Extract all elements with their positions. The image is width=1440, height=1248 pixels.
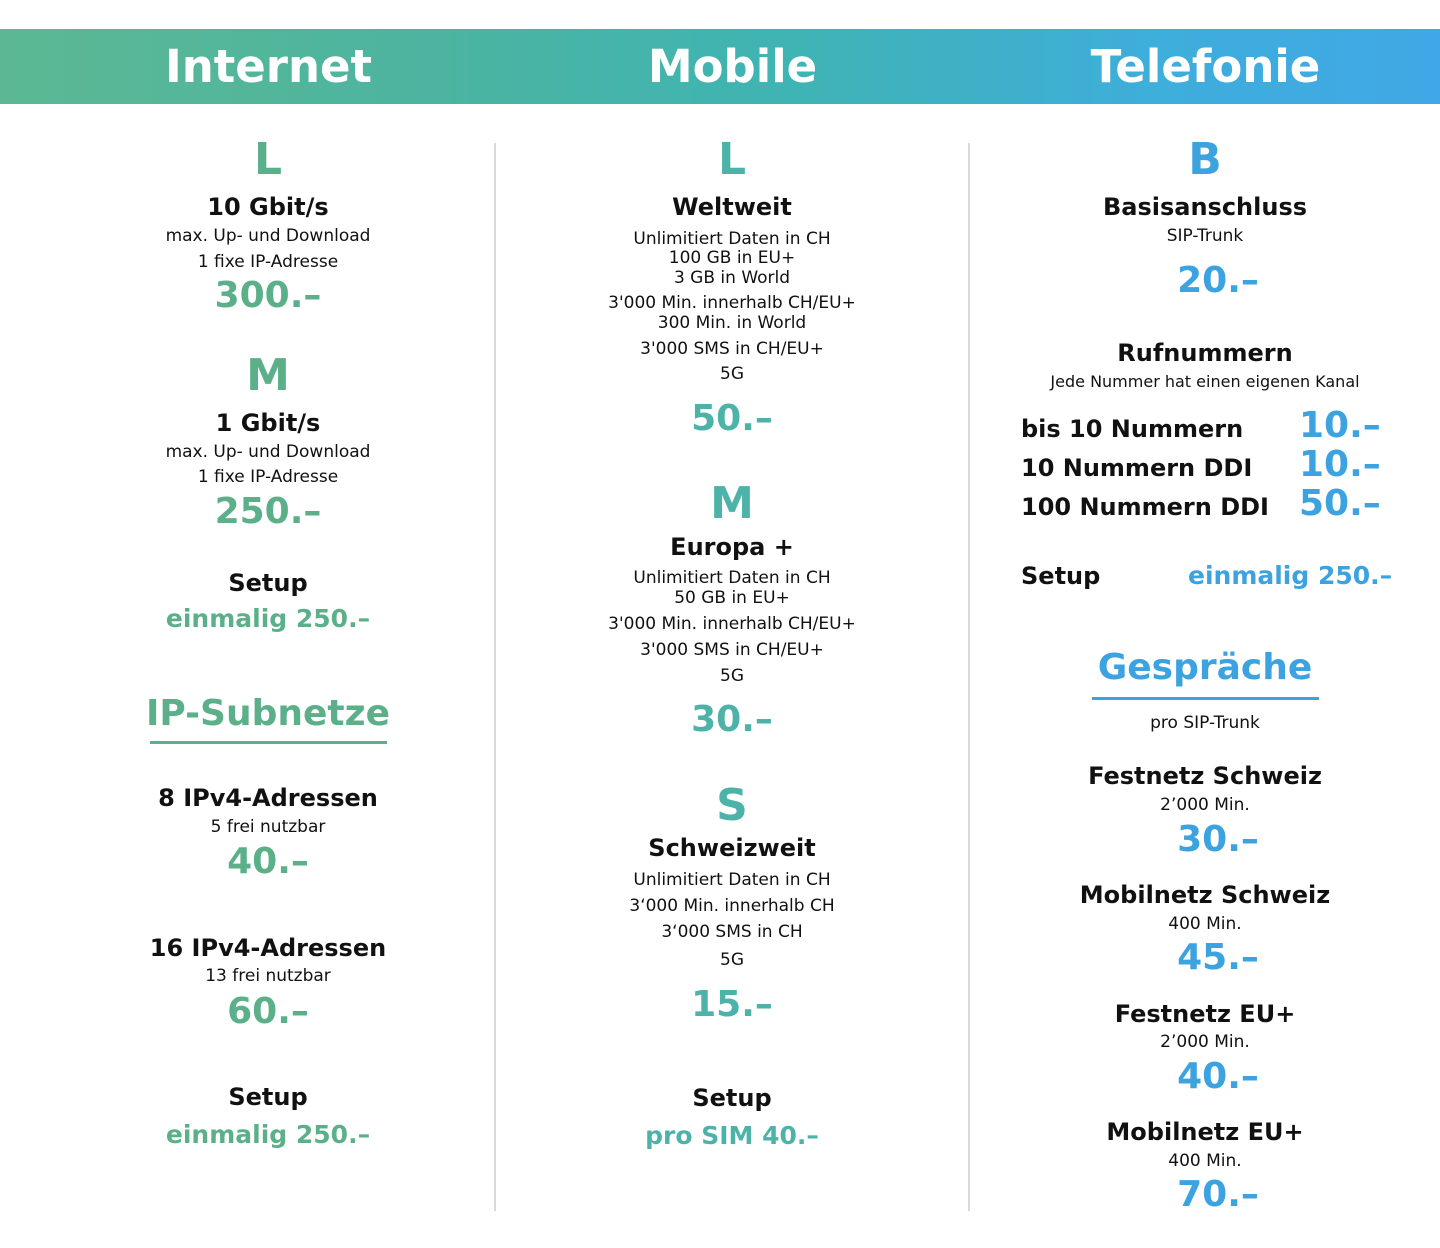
mobile-plan-l-line: 100 GB in EU+: [668, 248, 796, 268]
category-header-bar: [0, 29, 1440, 104]
header-internet: Internet: [164, 40, 373, 93]
mobile-plan-m-name: Europa +: [670, 533, 794, 561]
mobile-plan-l-line: 300 Min. in World: [657, 313, 807, 333]
mobile-plan-l-name: Weltweit: [672, 193, 792, 221]
telefonie-plan-b-letter: B: [1188, 134, 1222, 185]
internet-plan-l-line2: 1 fixe IP-Adresse: [197, 252, 339, 272]
mobile-plan-l-line: 5G: [720, 364, 744, 384]
subnet-8-note: 5 frei nutzbar: [210, 817, 326, 837]
mobile-plan-m-letter: M: [710, 478, 754, 529]
mobile-plan-s-line: 5G: [720, 950, 744, 970]
internet-plan-m-price: 250.–: [214, 491, 322, 532]
calls-item-minutes: 2’000 Min.: [1160, 1032, 1250, 1052]
numbers-row-label: 10 Nummern DDI: [1021, 454, 1253, 482]
ip-subnets-title: IP-Subnetze: [145, 693, 391, 734]
internet-plan-m-line2: 1 fixe IP-Adresse: [197, 467, 339, 487]
calls-item-minutes: 400 Min.: [1168, 1151, 1242, 1171]
rufnummern-title: Rufnummern: [1117, 339, 1293, 367]
mobile-setup-label: Setup: [692, 1084, 772, 1112]
internet-plan-m-line1: max. Up- und Download: [165, 442, 371, 462]
subnet-8-title: 8 IPv4-Adressen: [158, 784, 378, 812]
subnet-setup-label: Setup: [228, 1083, 308, 1111]
mobile-plan-s-line: 3‘000 Min. innerhalb CH: [629, 896, 835, 916]
subnet-16-title: 16 IPv4-Adressen: [149, 934, 387, 962]
calls-item-title: Mobilnetz EU+: [1106, 1118, 1304, 1146]
internet-setup-value: einmalig 250.–: [165, 604, 371, 633]
calls-item-title: Festnetz EU+: [1114, 1000, 1296, 1028]
column-divider-1: [494, 143, 496, 1211]
header-mobile: Mobile: [647, 40, 818, 93]
mobile-plan-l-line: 3 GB in World: [673, 268, 791, 288]
calls-item-title: Festnetz Schweiz: [1088, 762, 1322, 790]
mobile-plan-s-line: 3‘000 SMS in CH: [661, 922, 803, 942]
subnet-16-price: 60.–: [227, 991, 309, 1032]
internet-setup-label: Setup: [228, 569, 308, 597]
mobile-plan-m-line: 50 GB in EU+: [674, 588, 790, 608]
calls-title: Gespräche: [1097, 647, 1313, 688]
internet-plan-m-letter: M: [246, 350, 290, 401]
calls-item-minutes: 2’000 Min.: [1160, 795, 1250, 815]
numbers-row-price: 10.–: [1299, 444, 1381, 485]
mobile-plan-l-line: Unlimitiert Daten in CH: [633, 229, 831, 249]
calls-item-price: 45.–: [1177, 937, 1259, 978]
mobile-plan-l-line: 3'000 SMS in CH/EU+: [640, 339, 824, 359]
rufnummern-note: Jede Nummer hat einen eigenen Kanal: [1050, 372, 1360, 391]
subnet-8-price: 40.–: [227, 841, 309, 882]
mobile-plan-m-line: 5G: [720, 666, 744, 686]
telefonie-setup-value: einmalig 250.–: [1188, 561, 1393, 590]
mobile-plan-s-name: Schweizweit: [648, 834, 816, 862]
calls-item-minutes: 400 Min.: [1168, 914, 1242, 934]
mobile-plan-m-price: 30.–: [691, 699, 773, 740]
calls-note: pro SIP-Trunk: [1150, 713, 1260, 733]
mobile-plan-s-letter: S: [716, 780, 748, 831]
numbers-row-label: 100 Nummern DDI: [1021, 493, 1269, 521]
subnet-setup-value: einmalig 250.–: [165, 1120, 371, 1149]
header-telefonie: Telefonie: [1090, 40, 1321, 93]
telefonie-setup-label: Setup: [1021, 562, 1101, 590]
internet-plan-l-speed: 10 Gbit/s: [207, 193, 329, 221]
internet-plan-l-price: 300.–: [214, 275, 322, 316]
subnet-16-note: 13 frei nutzbar: [205, 966, 331, 986]
mobile-plan-l-letter: L: [717, 134, 747, 185]
internet-plan-m-speed: 1 Gbit/s: [215, 409, 321, 437]
calls-item-title: Mobilnetz Schweiz: [1079, 881, 1331, 909]
mobile-plan-l-price: 50.–: [691, 398, 773, 439]
mobile-plan-s-line: Unlimitiert Daten in CH: [633, 870, 831, 890]
mobile-setup-value: pro SIM 40.–: [645, 1121, 819, 1150]
mobile-plan-m-line: Unlimitiert Daten in CH: [633, 568, 831, 588]
mobile-plan-s-price: 15.–: [691, 984, 773, 1025]
mobile-plan-m-line: 3'000 Min. innerhalb CH/EU+: [608, 614, 856, 634]
basis-price: 20.–: [1177, 260, 1259, 301]
mobile-plan-l-line: 3'000 Min. innerhalb CH/EU+: [608, 293, 856, 313]
column-divider-2: [968, 143, 970, 1211]
mobile-plan-m-line: 3'000 SMS in CH/EU+: [640, 640, 824, 660]
calls-item-price: 30.–: [1177, 819, 1259, 860]
internet-plan-l-letter: L: [253, 134, 283, 185]
numbers-row-price: 10.–: [1299, 405, 1381, 446]
numbers-row-label: bis 10 Nummern: [1021, 415, 1244, 443]
basis-note: SIP-Trunk: [1166, 226, 1244, 246]
ip-subnets-underline: [150, 741, 387, 744]
calls-item-price: 70.–: [1177, 1174, 1259, 1215]
calls-item-price: 40.–: [1177, 1056, 1259, 1097]
basis-title: Basisanschluss: [1102, 193, 1308, 221]
calls-underline: [1092, 697, 1319, 700]
numbers-row-price: 50.–: [1299, 483, 1381, 524]
internet-plan-l-line1: max. Up- und Download: [165, 226, 371, 246]
